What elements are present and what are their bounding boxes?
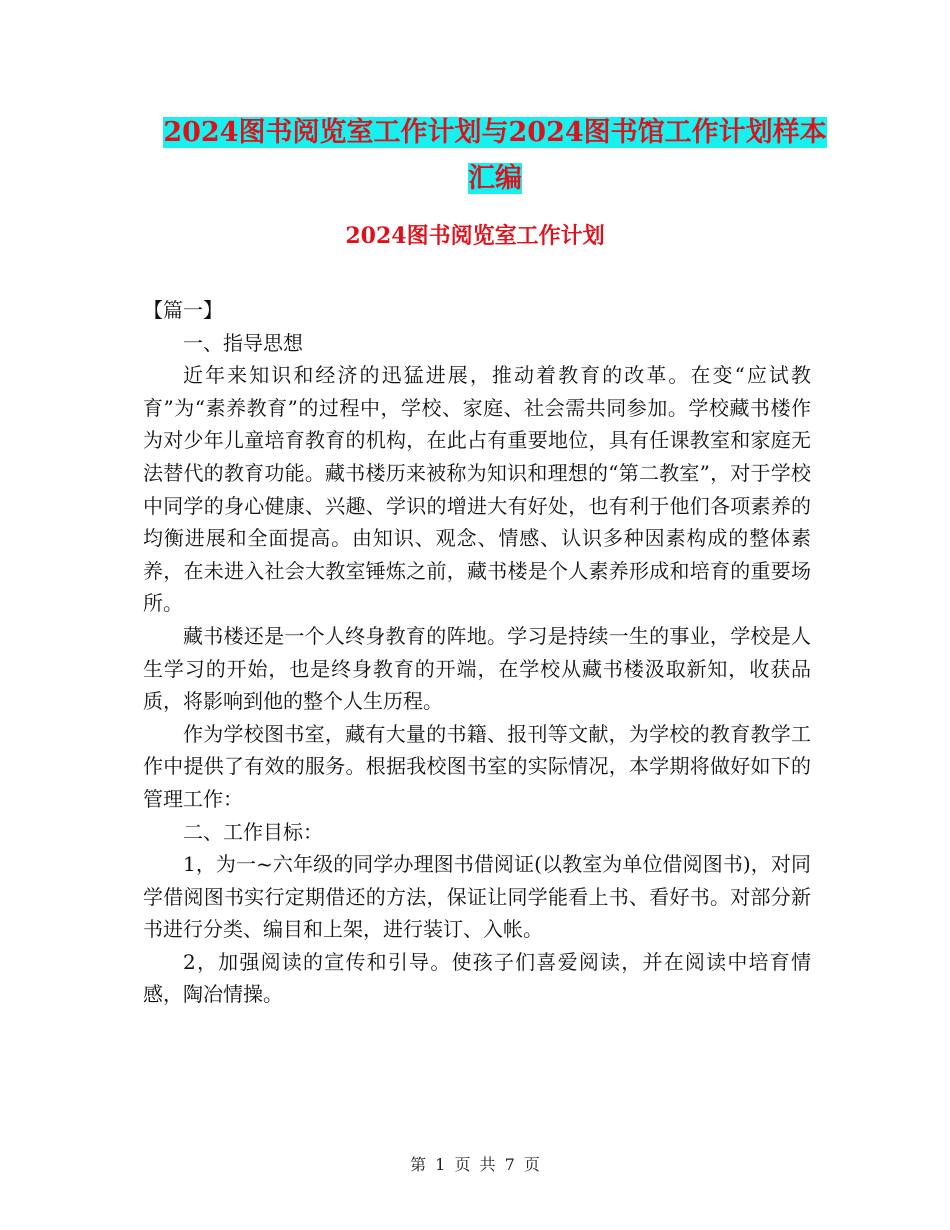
section-title: 2024图书阅览室工作计划 (345, 223, 605, 249)
paragraph: 作为学校图书室，藏有大量的书籍、报刊等文献，为学校的教育教学工作中提供了有效的服务。根据我校图书室的实际情况，本学期将做好如下的管理工作： (143, 721, 811, 811)
page-number: 第 1 页 共 7 页 (410, 1155, 540, 1174)
paragraph: 1，为一~六年级的同学办理图书借阅证(以教室为单位借阅图书)，对同学借阅图书实行定期借还的方法，保证让同学能看上书、看好书。对部分新书进行分类、编目和上架，进行装订、入帐。 (143, 852, 811, 942)
heading-work-goals: 二、工作目标： (183, 819, 323, 844)
paragraph: 2，加强阅读的宣传和引导。使孩子们喜爱阅读，并在阅读中培育情感，陶冶情操。 (143, 949, 811, 1007)
heading-guiding-ideology: 一、指导思想 (183, 330, 303, 355)
document-title-line2: 汇编 (468, 163, 522, 194)
document-title (150, 110, 840, 202)
document-title-line1: 2024图书阅览室工作计划与2024图书馆工作计划样本 (163, 117, 827, 148)
paragraph: 藏书楼还是一个人终身教育的阵地。学习是持续一生的事业，学校是人生学习的开始，也是终身教育的开端，在学校从藏书楼汲取新知，收获品质，将影响到他的整个人生历程。 (143, 623, 811, 714)
document-body (143, 294, 811, 1011)
paragraph: 近年来知识和经济的迅猛进展，推动着教育的改革。在变“应试教育”为“素养教育”的过程中，学校、家庭、社会需共同参加。学校藏书楼作为对少年儿童培育教育的机构，在此占有重要地位，具有任课教室和家庭无法替代的教育功能。藏书楼历来被称为知识和理想的“第二教室”，对于学校中同学的身心健康、兴趣、学识的增进大有好处，也有利于他们各项素养的均衡进展和全面提高。由知识、观念、情感、认识多种因素构成的整体素养，在未进入社会大教室锤炼之前，藏书楼是个人素养形成和培育的重要场所。 (143, 363, 811, 616)
part-label: 【篇一】 (143, 298, 223, 322)
